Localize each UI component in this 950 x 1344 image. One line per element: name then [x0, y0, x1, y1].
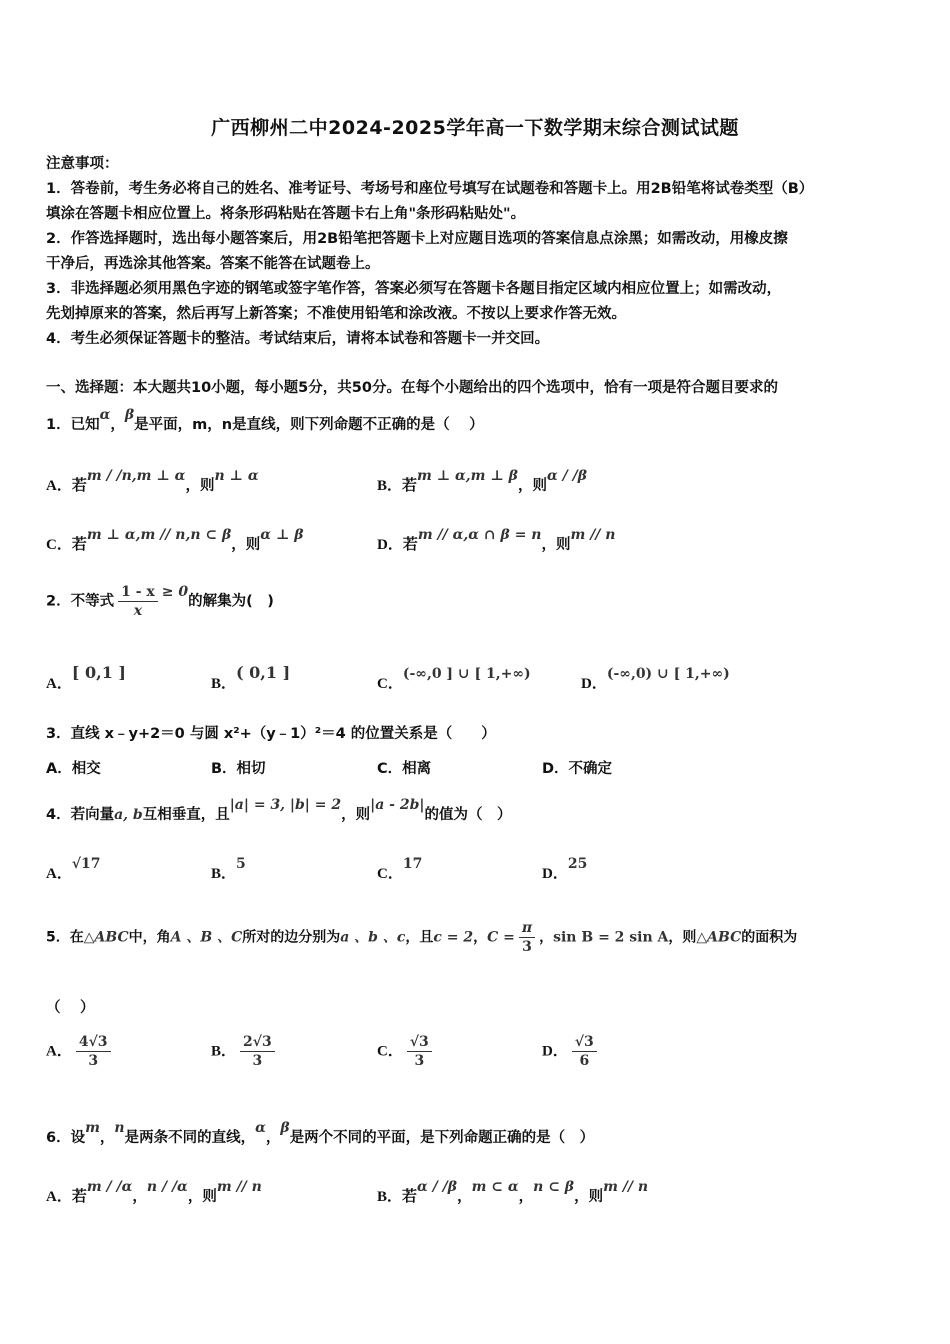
math-expr: sin B = 2 sin A — [553, 929, 669, 946]
notice-line: 2．作答选择题时，选出每小题答案后，用2B铅笔把答题卡上对应题目选项的答案信息点涂黑；如需改动，用橡皮擦 — [46, 231, 788, 247]
option-label: C． — [377, 1043, 403, 1060]
stem-text: ，则 — [668, 929, 697, 946]
option-label: B． — [211, 1043, 237, 1060]
math-expr: n — [114, 1120, 125, 1136]
math-expr: (-∞,0) ∪ [ 1,+∞) — [606, 666, 730, 682]
math-expr: a, b — [114, 807, 143, 823]
question-5-stem — [46, 920, 797, 955]
question-3-stem: 3．直线 x﹣y+2＝0 与圆 x²+（y﹣1）²＝4 的位置关系是（ ） — [46, 726, 496, 742]
math-expr: △ABC — [696, 929, 742, 946]
option-label: D．若 — [377, 537, 418, 553]
math-alpha: α — [99, 407, 111, 423]
math-expr: |a| = 3, |b| = 2 — [229, 797, 342, 813]
stem-text: 的解集为( ) — [188, 593, 274, 610]
option-label: D． — [542, 1043, 568, 1060]
math-expr: c = 2 — [433, 929, 474, 946]
fraction-numerator: π — [519, 920, 535, 938]
stem-text: 互相垂直，且 — [142, 807, 230, 823]
fraction-denominator: x — [133, 603, 143, 619]
notice-line: 4．考生必须保证答题卡的整洁。考试结束后，请将本试卷和答题卡一并交回。 — [46, 331, 550, 347]
fraction-denominator: 6 — [579, 1053, 590, 1069]
math-expr: ≥ 0 — [161, 583, 189, 600]
math-expr: 17 — [402, 856, 423, 872]
fraction-numerator: 2√3 — [240, 1034, 275, 1052]
fraction-denominator: 3 — [252, 1053, 263, 1069]
fraction-numerator: √3 — [572, 1034, 597, 1052]
math-expr: m / /n,m ⊥ α — [86, 468, 186, 484]
option-text: ，则 — [574, 1189, 604, 1205]
stem-text: ， — [99, 1130, 115, 1146]
stem-text: ，则 — [341, 807, 371, 823]
math-expr: 5 — [236, 856, 246, 872]
stem-text: 2．不等式 — [46, 593, 115, 610]
option-label: B．若 — [377, 478, 418, 494]
math-expr: m // α,α ∩ β = n — [417, 527, 542, 543]
q1-option-c[interactable] — [46, 527, 304, 554]
stem-text: ， — [110, 417, 125, 433]
math-expr: △ABC — [83, 929, 129, 946]
fraction — [118, 584, 158, 619]
notice-line: 干净后，再选涂其他答案。答案不能答在试题卷上。 — [46, 256, 380, 272]
q4-option-b[interactable] — [211, 856, 246, 883]
stem-text: 4．若向量 — [46, 807, 115, 823]
math-expr: β — [280, 1120, 290, 1136]
fraction — [407, 1034, 432, 1069]
option-text: ，则 — [517, 478, 547, 494]
stem-text: 1．已知 — [46, 417, 100, 433]
q2-option-a[interactable] — [46, 663, 126, 693]
option-text: ， — [518, 1189, 534, 1205]
q4-option-a[interactable] — [46, 856, 101, 883]
q2-option-d[interactable] — [581, 666, 730, 693]
question-1-stem — [46, 407, 484, 434]
q5-option-c[interactable] — [377, 1034, 436, 1069]
notice-line: 填涂在答题卡相应位置上。将条形码粘贴在答题卡右上角"条形码粘贴处"。 — [46, 206, 526, 222]
fraction — [519, 920, 535, 955]
q5-option-a[interactable] — [46, 1034, 115, 1069]
stem-text: ， — [265, 1130, 281, 1146]
option-label: A． — [46, 866, 72, 882]
stem-text: ， — [539, 929, 554, 946]
math-expr: m ⊂ α — [471, 1179, 519, 1195]
q4-option-c[interactable] — [377, 856, 423, 883]
option-text: ，则 — [185, 478, 215, 494]
question-5-paren: （ ） — [46, 1000, 95, 1016]
option-label: A．若 — [46, 1189, 87, 1205]
notice-line: 3．非选择题必须用黑色字迹的钢笔或签字笔作答，答案必须写在答题卡各题目指定区域内相应位置上；如需改动， — [46, 281, 782, 297]
fraction — [572, 1034, 597, 1069]
question-2-stem — [46, 584, 274, 619]
q5-option-b[interactable] — [211, 1034, 279, 1069]
option-text: ， — [132, 1189, 147, 1205]
math-expr: a 、b 、c — [340, 929, 406, 946]
math-expr: m / /α — [86, 1179, 133, 1195]
option-text: ，则 — [187, 1189, 217, 1205]
stem-text: 是两个不同的平面，是下列命题正确的是（ ） — [289, 1130, 595, 1146]
math-expr: m // n — [603, 1179, 649, 1195]
math-expr: m ⊥ α,m // n,n ⊂ β — [86, 527, 232, 543]
stem-text: 的面积为 — [741, 929, 798, 946]
math-expr: α ⊥ β — [260, 527, 304, 543]
notice-line: 先划掉原来的答案，然后再写上新答案；不准使用铅笔和涂改液。不按以上要求作答无效。 — [46, 306, 626, 322]
fraction — [76, 1034, 111, 1069]
stem-text: 6．设 — [46, 1130, 86, 1146]
q1-option-d[interactable] — [377, 527, 616, 554]
stem-text: 的值为（ ） — [424, 807, 512, 823]
fraction-numerator: 1 - x — [118, 584, 158, 602]
math-expr: |a - 2b| — [370, 797, 425, 813]
q3-option-a[interactable]: A．相交 — [46, 761, 101, 777]
q2-option-c[interactable] — [377, 666, 531, 693]
q1-option-a[interactable] — [46, 468, 259, 495]
q3-option-d[interactable]: D．不确定 — [542, 761, 613, 777]
q4-option-d[interactable] — [542, 856, 588, 883]
math-expr: 25 — [567, 856, 588, 872]
math-expr: n ⊂ β — [533, 1179, 575, 1195]
option-label: C． — [377, 866, 403, 882]
option-label: B． — [211, 866, 237, 882]
notice-heading: 注意事项： — [46, 156, 119, 172]
fraction-numerator: 4√3 — [76, 1034, 111, 1052]
page-title: 广西柳州二中2024-2025学年高一下数学期末综合测试试题 — [211, 117, 739, 139]
math-expr: m — [85, 1120, 100, 1136]
q6-option-b[interactable] — [377, 1179, 649, 1206]
math-expr: m // n — [216, 1179, 262, 1195]
math-expr: m ⊥ α,m ⊥ β — [417, 468, 518, 484]
option-label: B．若 — [377, 1189, 418, 1205]
math-expr: [ 0,1 ] — [71, 663, 126, 682]
question-6-stem — [46, 1120, 595, 1147]
option-label: D． — [581, 676, 607, 692]
fraction-denominator: 3 — [414, 1053, 425, 1069]
q6-option-a[interactable] — [46, 1179, 262, 1206]
math-expr: √17 — [71, 856, 101, 872]
stem-text: 是两条不同的直线， — [124, 1130, 256, 1146]
math-beta: β — [124, 407, 135, 423]
fraction-numerator: √3 — [407, 1034, 432, 1052]
math-expr: ( 0,1 ] — [236, 663, 291, 682]
option-label: B． — [211, 676, 237, 692]
q3-option-c[interactable]: C．相离 — [377, 761, 432, 777]
option-label: C．若 — [46, 537, 87, 553]
math-expr: (-∞,0 ] ∪ [ 1,+∞) — [402, 666, 531, 682]
fraction-denominator: 3 — [88, 1053, 99, 1069]
stem-text: ，且 — [405, 929, 434, 946]
option-text: ， — [457, 1189, 472, 1205]
option-label: C． — [377, 676, 403, 692]
notice-line: 1．答卷前，考生务必将自己的姓名、准考证号、考场号和座位号填写在试题卷和答题卡上。用2B铅笔将试卷类型（B） — [46, 181, 814, 197]
option-label: A． — [46, 676, 72, 692]
q3-option-b[interactable]: B．相切 — [211, 761, 266, 777]
stem-text: 是平面，m，n是直线，则下列命题不正确的是（ ） — [134, 417, 484, 433]
q5-option-d[interactable] — [542, 1034, 601, 1069]
math-expr: α / /β — [417, 1179, 458, 1195]
stem-text: 5．在 — [46, 929, 84, 946]
option-label: A． — [46, 1043, 72, 1060]
math-expr: C = — [487, 929, 515, 946]
stem-text: 所对的边分别为 — [242, 929, 341, 946]
math-expr: A 、B 、C — [170, 929, 243, 946]
question-4-stem — [46, 797, 512, 824]
math-expr: m // n — [570, 527, 616, 543]
q2-option-b[interactable] — [211, 663, 291, 693]
stem-text: ， — [473, 929, 488, 946]
math-expr: α / /β — [546, 468, 588, 484]
fraction — [240, 1034, 275, 1069]
option-text: ，则 — [231, 537, 261, 553]
q1-option-b[interactable] — [377, 468, 588, 495]
section-heading: 一、选择题：本大题共10小题，每小题5分，共50分。在每个小题给出的四个选项中，恰有一项是符合题目要求的 — [46, 380, 778, 396]
option-text: ，则 — [541, 537, 571, 553]
math-expr: n / /α — [146, 1179, 188, 1195]
option-label: A．若 — [46, 478, 87, 494]
option-label: D． — [542, 866, 568, 882]
stem-text: 中，角 — [128, 929, 171, 946]
fraction-denominator: 3 — [522, 939, 532, 955]
math-expr: n ⊥ α — [214, 468, 259, 484]
math-expr: α — [255, 1120, 266, 1136]
